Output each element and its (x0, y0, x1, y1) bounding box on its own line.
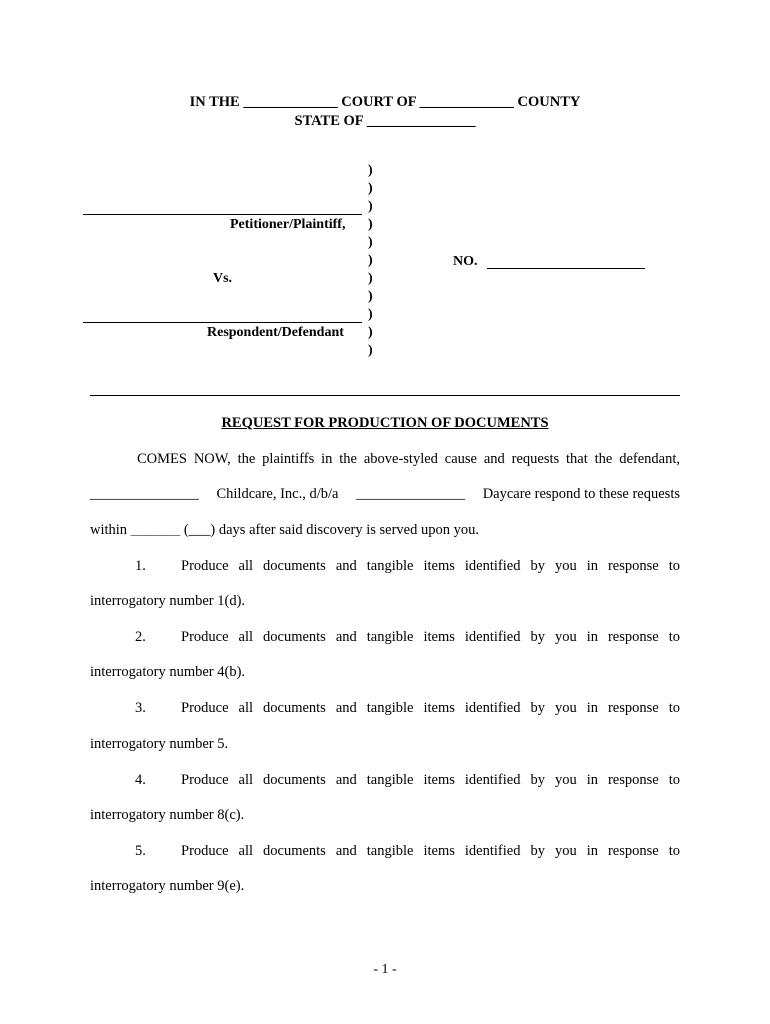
intro-text-daycare: Daycare respond to these requests (482, 486, 680, 502)
caption-paren: ) (368, 325, 373, 340)
court-line: IN THE _____________ COURT OF _____________ COUNTY (189, 94, 581, 110)
intro-line-2 (90, 486, 680, 503)
request-continuation: interrogatory number 9(e). (90, 878, 245, 894)
case-number-label: NO. (453, 254, 478, 269)
petitioner-name-line (83, 214, 362, 215)
request-continuation: interrogatory number 4(b). (90, 664, 246, 680)
intro-line-1: COMES NOW, the plaintiffs in the above-styled cause and requests that the defendant, (137, 451, 680, 467)
request-text: Produce all documents and tangible items identified by you in response to (181, 700, 680, 716)
intro-within: within (90, 522, 128, 538)
respondent-name-line (83, 322, 362, 323)
intro-line-3 (90, 522, 479, 539)
caption-paren: ) (368, 343, 373, 358)
dba-name-blank: _______________ (356, 486, 465, 502)
intro-rest: days after said discovery is served upon you. (218, 522, 479, 538)
request-number: 2. (135, 629, 146, 645)
request-text: Produce all documents and tangible items identified by you in response to (181, 558, 680, 574)
caption-paren: ) (368, 217, 373, 232)
request-number: 1. (135, 558, 146, 574)
request-number: 5. (135, 843, 146, 859)
petitioner-label: Petitioner/Plaintiff, (230, 217, 346, 232)
request-number: 4. (135, 772, 146, 788)
caption-separator (90, 395, 680, 396)
caption-paren: ) (368, 289, 373, 304)
days-number-blank: (___) (183, 522, 216, 538)
request-continuation: interrogatory number 8(c). (90, 807, 245, 823)
caption-paren: ) (368, 307, 373, 322)
request-continuation: interrogatory number 1(d). (90, 593, 246, 609)
state-line: STATE OF _______________ (294, 113, 476, 129)
caption-paren: ) (368, 253, 373, 268)
respondent-label: Respondent/Defendant (207, 325, 344, 340)
caption-paren: ) (368, 271, 373, 286)
request-text: Produce all documents and tangible items identified by you in response to (181, 629, 680, 645)
document-title: REQUEST FOR PRODUCTION OF DOCUMENTS (221, 415, 549, 431)
page-number: - 1 - (373, 962, 397, 977)
request-continuation: interrogatory number 5. (90, 736, 229, 752)
case-number-line (487, 268, 645, 269)
request-number: 3. (135, 700, 146, 716)
caption-paren: ) (368, 163, 373, 178)
caption-paren: ) (368, 181, 373, 196)
caption-paren: ) (368, 235, 373, 250)
request-text: Produce all documents and tangible items identified by you in response to (181, 772, 680, 788)
request-text: Produce all documents and tangible items identified by you in response to (181, 843, 680, 859)
versus-label: Vs. (213, 271, 233, 286)
days-word-blank: _________ (130, 525, 181, 537)
caption-paren: ) (368, 199, 373, 214)
defendant-name-blank: _______________ (90, 486, 199, 502)
intro-text-childcare: Childcare, Inc., d/b/a (216, 486, 339, 502)
